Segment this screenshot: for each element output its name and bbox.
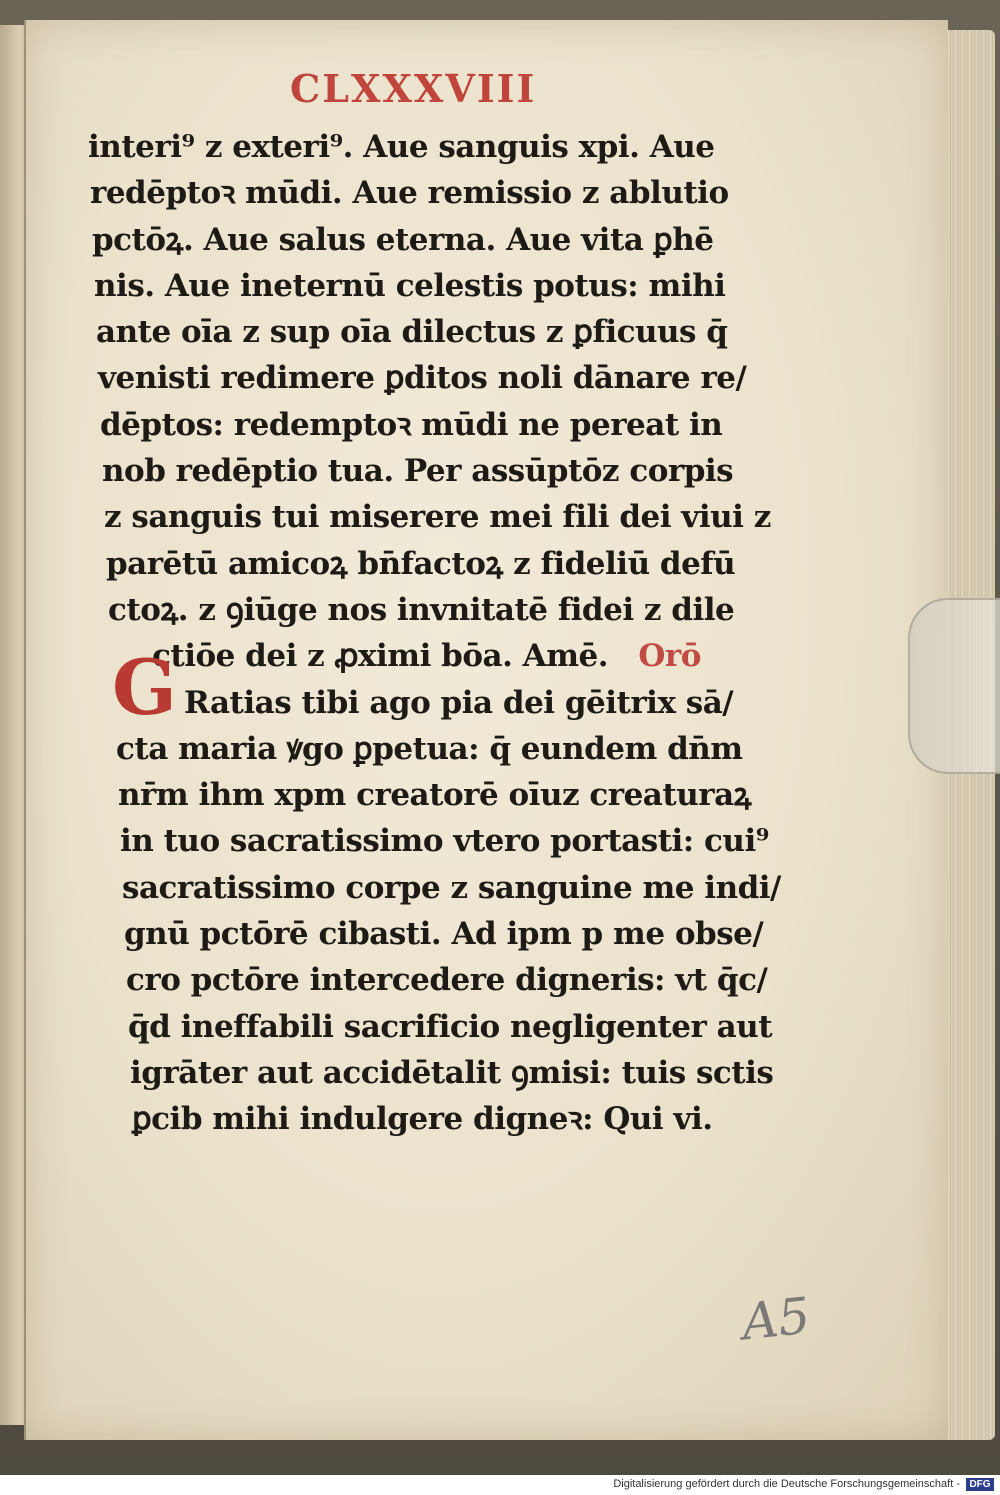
text-line: sacratissimo corpe z sanguine me indi/ (122, 869, 781, 906)
text-line: cta maria ꝟgo ꝑpetua: q̄ eundem dn̄m (116, 730, 743, 767)
footer-bar (0, 1475, 1000, 1495)
decorated-initial: G (112, 643, 177, 732)
book-clip (908, 598, 1000, 774)
text-line: nis. Aue ineternū celestis potus: mihi (94, 267, 726, 304)
text-line-with-rubric (88, 633, 818, 679)
text-line: q̄d ineffabili sacrificio negligenter aut (128, 1008, 773, 1045)
text-line: nr̄m ihm xpm creatorē oīuz creaturaꝝ (118, 777, 752, 814)
text-line: venisti redimere ꝑditos noli dānare re/ (98, 360, 747, 397)
text-line: cro pctōre intercedere digneris: vt q̄c/ (126, 962, 768, 999)
main-text-block (88, 124, 818, 1143)
text-line: interi⁹ z exteri⁹. Aue sanguis xpi. Aue (88, 129, 715, 165)
rubric-oro: Orō (638, 638, 701, 675)
text-line: gnū pctōrē cibasti. Ad ipm p me obse/ (124, 916, 764, 953)
text-line: igrāter aut accidētalit ꝯmisi: tuis sctis (130, 1054, 774, 1091)
dfg-logo: DFG (966, 1478, 994, 1491)
footer-credit: Digitalisierung gefördert durch die Deutsche Forschungsgemeinschaft - (613, 1478, 960, 1490)
text-line: ꝑcib mihi indulgere digneꝛ: Qui vi. (132, 1101, 713, 1138)
text-line: nob redēptio tua. Per assūptōz corpis (102, 453, 734, 490)
pencil-signature-mark: A5 (739, 1286, 813, 1352)
text-line: parētū amicoꝝ bn̄factoꝝ z fideliū defū (106, 545, 736, 582)
text-line: z sanguis tui miserere mei fili dei viui z (104, 499, 771, 536)
text-line: ante oīa z sup oīa dilectus z ꝑficuus q̄ (96, 314, 728, 351)
text-line: redēptoꝛ mūdi. Aue remissio z ablutio (90, 175, 729, 212)
text-line: pctōꝝ. Aue salus eterna. Aue vita ꝑhē (92, 221, 714, 258)
text-line: dēptos: redemptoꝛ mūdi ne pereat in (100, 406, 723, 443)
text-line-content: ctiōe dei z ꝓximi bōa. Amē. (152, 638, 609, 675)
folio-number: CLXXXVIII (290, 66, 537, 111)
text-line: Ratias tibi ago pia dei gēitrix sā/ (184, 684, 734, 721)
text-line: in tuo sacratissimo vtero portasti: cui⁹ (120, 823, 769, 860)
text-line: ctoꝝ. z ꝯiūge nos invnitatē fidei z dile (108, 591, 735, 628)
